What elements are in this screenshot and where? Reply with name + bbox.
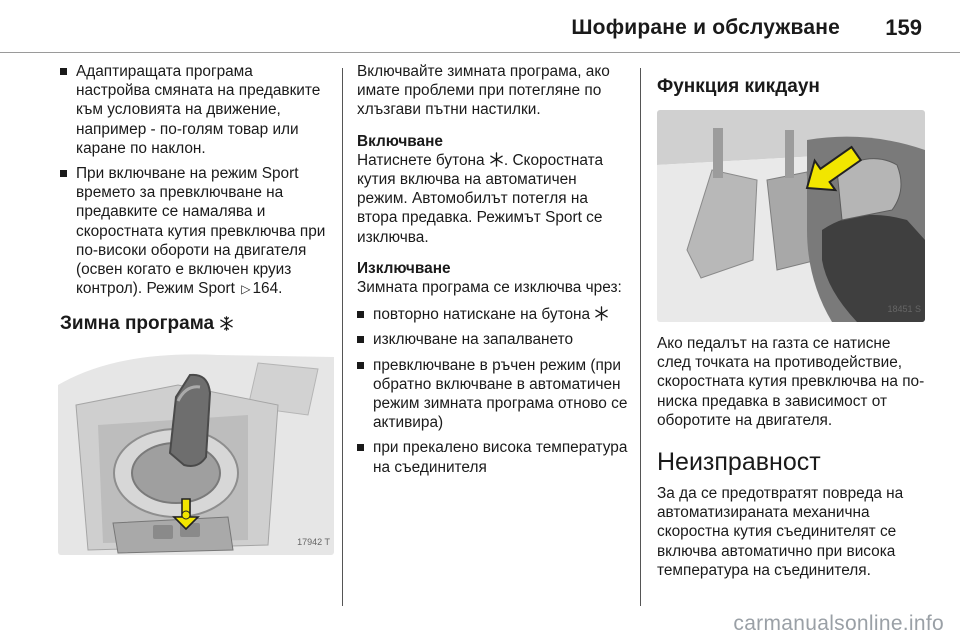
- column-divider-2: [640, 68, 641, 606]
- bullet-off-4: при прекалено висока температура на съединителя: [357, 438, 629, 476]
- section-title-kickdown: Функция кикдаун: [657, 76, 820, 97]
- running-title: Шофиране и обслужване: [571, 16, 840, 39]
- gear-selector-illustration: [58, 345, 334, 555]
- figure-code: 17942 T: [297, 537, 330, 548]
- subhead-on: Включване: [357, 132, 443, 150]
- winter-intro: Включвайте зимната програма, ако имате проблеми при потегляне по хлъзгави пътни настилки.: [357, 63, 610, 119]
- column-1: [60, 62, 330, 555]
- winter-on-text: Натиснете бутона . Скоростната кутия включва на автоматичен режим. Автомобилът потегля на втора предавка. Режимът Sport се изключва.: [357, 151, 604, 246]
- fault-text: За да се предотвратят повреда на автоматизираната механична скоростна кутия съединителят се включва автоматично при висока температура на съединителя.: [657, 485, 904, 579]
- figure-code: 18451 S: [887, 303, 921, 314]
- page-ref-arrow-icon: ▷: [241, 282, 251, 297]
- snowflake-icon: [594, 306, 609, 321]
- bullet-sport: При включване на режим Sport времето за превключване на предавките се намалява и скоростната кутия превключва при по-високи обороти на двигателя (освен когато е включен круиз контрол). Режим Sport ▷ 164.: [60, 164, 330, 299]
- bullet-square-icon: [60, 170, 67, 177]
- bullet-off-2: изключване на запалването: [357, 330, 629, 349]
- kickdown-text: Ако педалът на газта се натисне след точката на противодействие, скоростната кутия превключва на по-ниска предавка в зависимост от оборотите на двигателя.: [657, 335, 925, 429]
- figure-kickdown: [657, 110, 925, 322]
- bullet-square-icon: [357, 444, 364, 451]
- bullet-square-icon: [357, 336, 364, 343]
- page-ref[interactable]: 164.: [252, 280, 283, 298]
- header-rule: [0, 52, 960, 53]
- figure-winter-button: [58, 345, 334, 555]
- page-header: [0, 0, 960, 54]
- bullet-off-1: повторно натискане на бутона: [357, 305, 629, 324]
- bullet-square-icon: [357, 311, 364, 318]
- bullet-square-icon: [60, 68, 67, 75]
- bullet-off-3: превключване в ръчен режим (при обратно включване в автоматичен режим зимната програма отново се активира): [357, 356, 629, 433]
- watermark: carmanualsonline.info: [733, 612, 944, 635]
- bullet-square-icon: [357, 362, 364, 369]
- snowflake-icon: [489, 152, 504, 167]
- section-title-winter: Зимна програма: [60, 313, 330, 335]
- snowflake-icon: [219, 316, 234, 331]
- winter-off-text: Зимната програма се изключва чрез:: [357, 279, 622, 297]
- column-3: [657, 62, 927, 588]
- section-title-fault: Неизправност: [657, 448, 821, 477]
- column-divider-1: [342, 68, 343, 606]
- column-2: [357, 62, 629, 483]
- pedal-illustration: [657, 110, 925, 322]
- subhead-off: Изключване: [357, 259, 451, 277]
- bullet-adaptive: Адаптиращата програма настройва смяната на предавките към условията на движение, например - по-голям товар или каране по наклон.: [60, 62, 330, 158]
- page-number: 159: [885, 15, 922, 40]
